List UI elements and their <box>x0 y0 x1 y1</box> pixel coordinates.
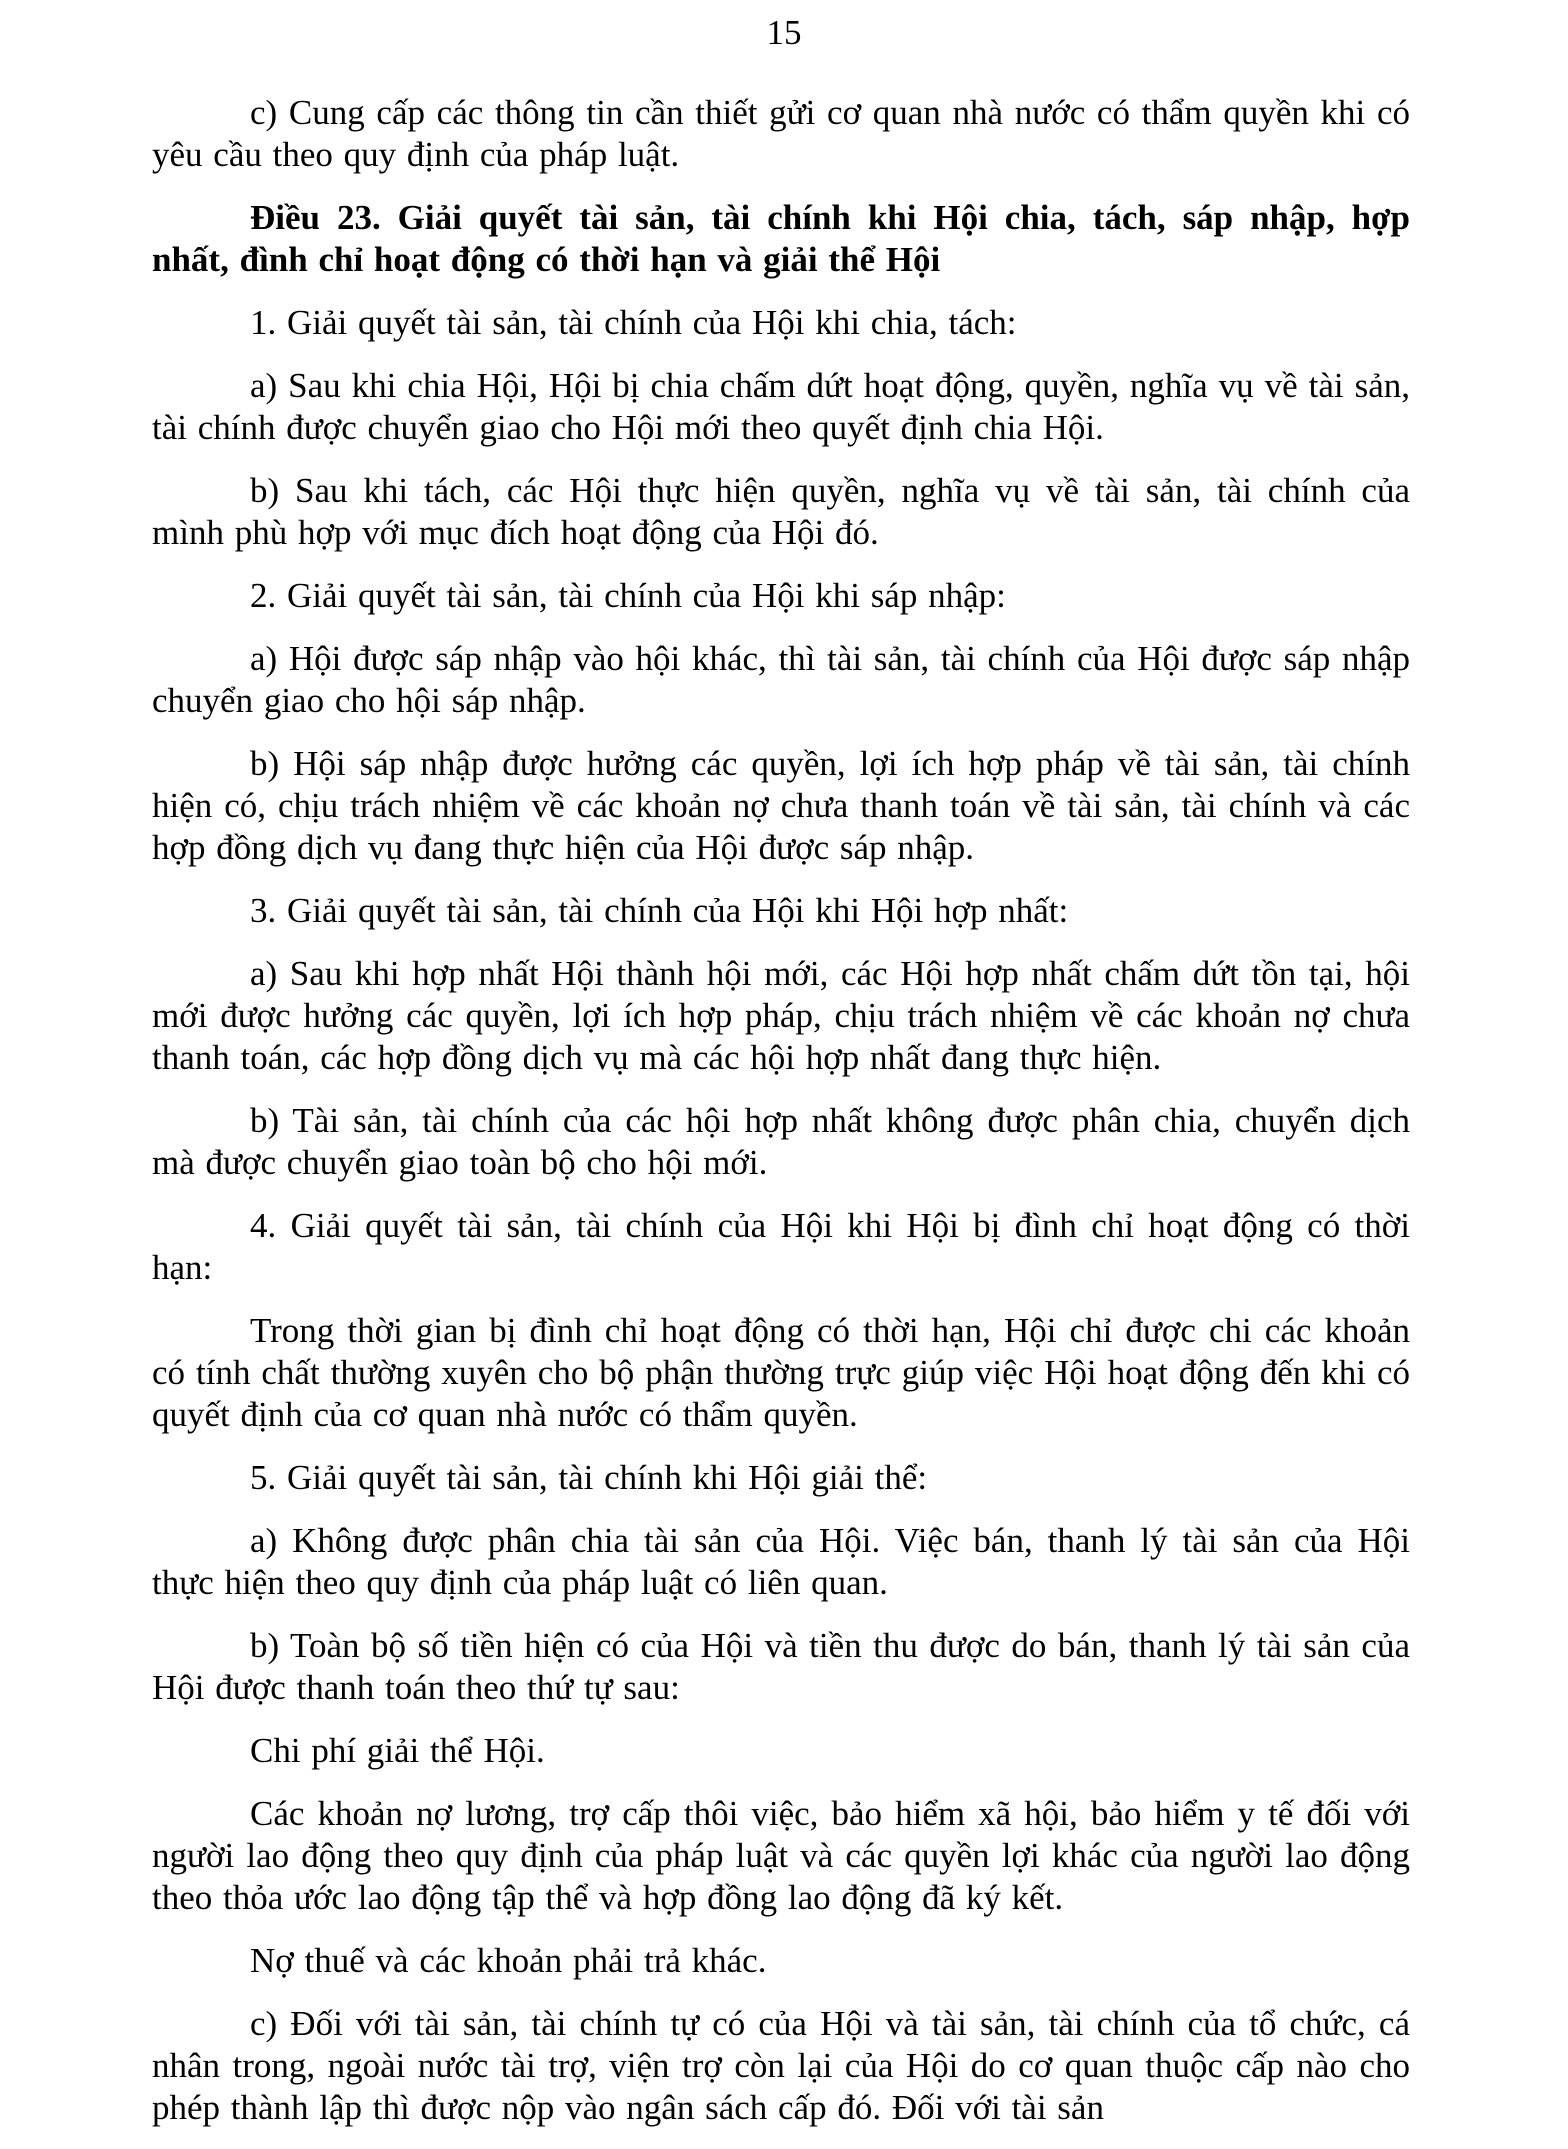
paragraph-clause-4-body: Trong thời gian bị đình chỉ hoạt động có thời hạn, Hội chỉ được chi các khoản có tính chất thường xuyên cho bộ phận thường trực giúp việc Hội hoạt động đến khi có quyết định của cơ quan nhà nước có thẩm quyền. <box>152 1311 1410 1434</box>
paragraph-dissolution-cost: Chi phí giải thể Hội. <box>250 1731 545 1770</box>
paragraph-clause-1: 1. Giải quyết tài sản, tài chính của Hội khi chia, tách: <box>250 303 1017 342</box>
paragraph-labor-debts: Các khoản nợ lương, trợ cấp thôi việc, bảo hiểm xã hội, bảo hiểm y tế đối với người lao động theo quy định của pháp luật và các quyền lợi khác của người lao động theo thỏa ước lao động tập thể và hợp đồng lao động đã ký kết. <box>152 1794 1410 1917</box>
paragraph-tax-debts: Nợ thuế và các khoản phải trả khác. <box>250 1941 767 1980</box>
paragraph-clause-2b: b) Hội sáp nhập được hưởng các quyền, lợi ích hợp pháp về tài sản, tài chính hiện có, chịu trách nhiệm về các khoản nợ chưa thanh toán về tài sản, tài chính và các hợp đồng dịch vụ đang thực hiện của Hội được sáp nhập. <box>152 744 1410 867</box>
paragraph-clause-1b: b) Sau khi tách, các Hội thực hiện quyền, nghĩa vụ về tài sản, tài chính của mình phù hợp với mục đích hoạt động của Hội đó. <box>152 471 1410 552</box>
paragraph-clause-4: 4. Giải quyết tài sản, tài chính của Hội khi Hội bị đình chỉ hoạt động có thời hạn: <box>152 1206 1410 1287</box>
paragraph-clause-2: 2. Giải quyết tài sản, tài chính của Hội khi sáp nhập: <box>250 576 1006 615</box>
article-23-heading: Điều 23. Giải quyết tài sản, tài chính khi Hội chia, tách, sáp nhập, hợp nhất, đình chỉ hoạt động có thời hạn và giải thể Hội <box>152 198 1410 279</box>
document-content <box>152 92 1410 2149</box>
paragraph-clause-5: 5. Giải quyết tài sản, tài chính khi Hội giải thể: <box>250 1458 928 1497</box>
paragraph-clause-5b: b) Toàn bộ số tiền hiện có của Hội và tiền thu được do bán, thanh lý tài sản của Hội được thanh toán theo thứ tự sau: <box>152 1626 1410 1707</box>
page-number: 15 <box>766 13 802 52</box>
paragraph-clause-2a: a) Hội được sáp nhập vào hội khác, thì tài sản, tài chính của Hội được sáp nhập chuyển giao cho hội sáp nhập. <box>152 639 1410 720</box>
paragraph-clause-3b: b) Tài sản, tài chính của các hội hợp nhất không được phân chia, chuyển dịch mà được chuyển giao toàn bộ cho hội mới. <box>152 1101 1410 1182</box>
paragraph-clause-5c: c) Đối với tài sản, tài chính tự có của Hội và tài sản, tài chính của tổ chức, cá nhân trong, ngoài nước tài trợ, viện trợ còn lại của Hội do cơ quan thuộc cấp nào cho phép thành lập thì được nộp vào ngân sách cấp đó. Đối với tài sản <box>152 2004 1410 2127</box>
paragraph-clause-5a: a) Không được phân chia tài sản của Hội. Việc bán, thanh lý tài sản của Hội thực hiện theo quy định của pháp luật có liên quan. <box>152 1521 1410 1602</box>
paragraph-item-c-info: c) Cung cấp các thông tin cần thiết gửi cơ quan nhà nước có thẩm quyền khi có yêu cầu theo quy định của pháp luật. <box>152 93 1410 174</box>
paragraph-clause-3a: a) Sau khi hợp nhất Hội thành hội mới, các Hội hợp nhất chấm dứt tồn tại, hội mới được hưởng các quyền, lợi ích hợp pháp, chịu trách nhiệm về các khoản nợ chưa thanh toán, các hợp đồng dịch vụ mà các hội hợp nhất đang thực hiện. <box>152 954 1410 1077</box>
paragraph-clause-3: 3. Giải quyết tài sản, tài chính của Hội khi Hội hợp nhất: <box>250 891 1069 930</box>
paragraph-clause-1a: a) Sau khi chia Hội, Hội bị chia chấm dứt hoạt động, quyền, nghĩa vụ về tài sản, tài chính được chuyển giao cho Hội mới theo quyết định chia Hội. <box>152 366 1410 447</box>
